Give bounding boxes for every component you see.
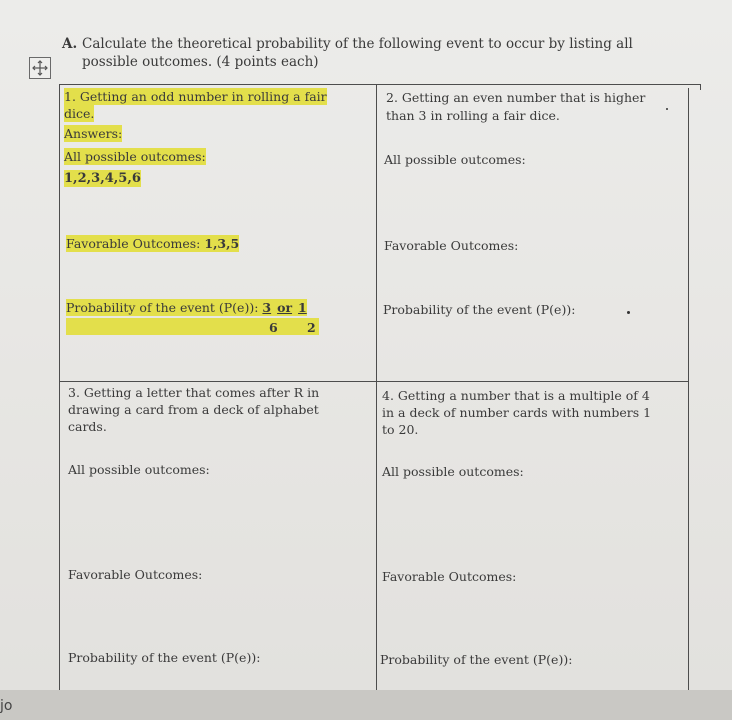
question-2-line-1: 2. Getting an even number that is higher [386,90,646,105]
prob-numerator-1: 3 [262,300,272,315]
question-4-line-2: in a deck of number cards with numbers 1 [382,405,652,420]
prob-denominator-1: 6 [269,320,278,335]
question-3-line-1: 3. Getting a letter that comes after R in [68,385,320,400]
question-2-line-2: than 3 in rolling a fair dice. [386,108,560,123]
question-1-line-1: 1. Getting an odd number in rolling a fair [64,89,327,104]
footer-mark: jo [0,698,13,714]
outcomes-label-2: All possible outcomes: [384,152,526,167]
favorable-value-1: 1,3,5 [204,236,240,251]
probability-label-3: Probability of the event (P(e)): [68,650,261,665]
outcomes-label-1: All possible outcomes: [64,149,206,164]
question-3-line-3: cards. [68,419,107,434]
section-letter: A. [62,36,78,52]
probability-label-1: Probability of the event (P(e)): 3 or 1 [66,300,307,315]
favorable-label-2: Favorable Outcomes: [384,238,519,253]
probability-label-4: Probability of the event (P(e)): [380,652,573,667]
stray-mark [666,108,668,110]
table-border-left [59,84,60,690]
question-1-line-2: dice. [64,106,95,121]
probability-denominator-band [66,318,319,335]
stray-mark [627,311,630,314]
question-4-line-1: 4. Getting a number that is a multiple of 4 [382,388,650,403]
outcomes-label-3: All possible outcomes: [68,462,210,477]
prob-denominator-2: 2 [307,320,316,335]
prob-or: or [277,300,293,315]
favorable-label-4: Favorable Outcomes: [382,569,517,584]
probability-label-2: Probability of the event (P(e)): [383,302,576,317]
prob-numerator-2: 1 [298,300,307,315]
section-instruction: Calculate the theoretical probability of the following event to occur by listing all possible outcomes. (4 points each) [82,36,633,70]
question-4-line-3: to 20. [382,422,419,437]
table-border-right [700,84,701,90]
table-divider-vertical [376,84,377,690]
table-divider-horizontal [59,381,689,382]
favorable-label-3: Favorable Outcomes: [68,567,203,582]
outcomes-label-4: All possible outcomes: [382,464,524,479]
table-border-top [59,84,701,85]
question-3-line-2: drawing a card from a deck of alphabet [68,402,319,417]
table-border-right-lower [688,88,689,690]
answers-label: Answers: [64,126,123,141]
move-arrows-icon[interactable] [29,57,51,79]
outcomes-value-1: 1,2,3,4,5,6 [64,171,141,186]
favorable-label-1: Favorable Outcomes: 1,3,5 [66,236,240,251]
